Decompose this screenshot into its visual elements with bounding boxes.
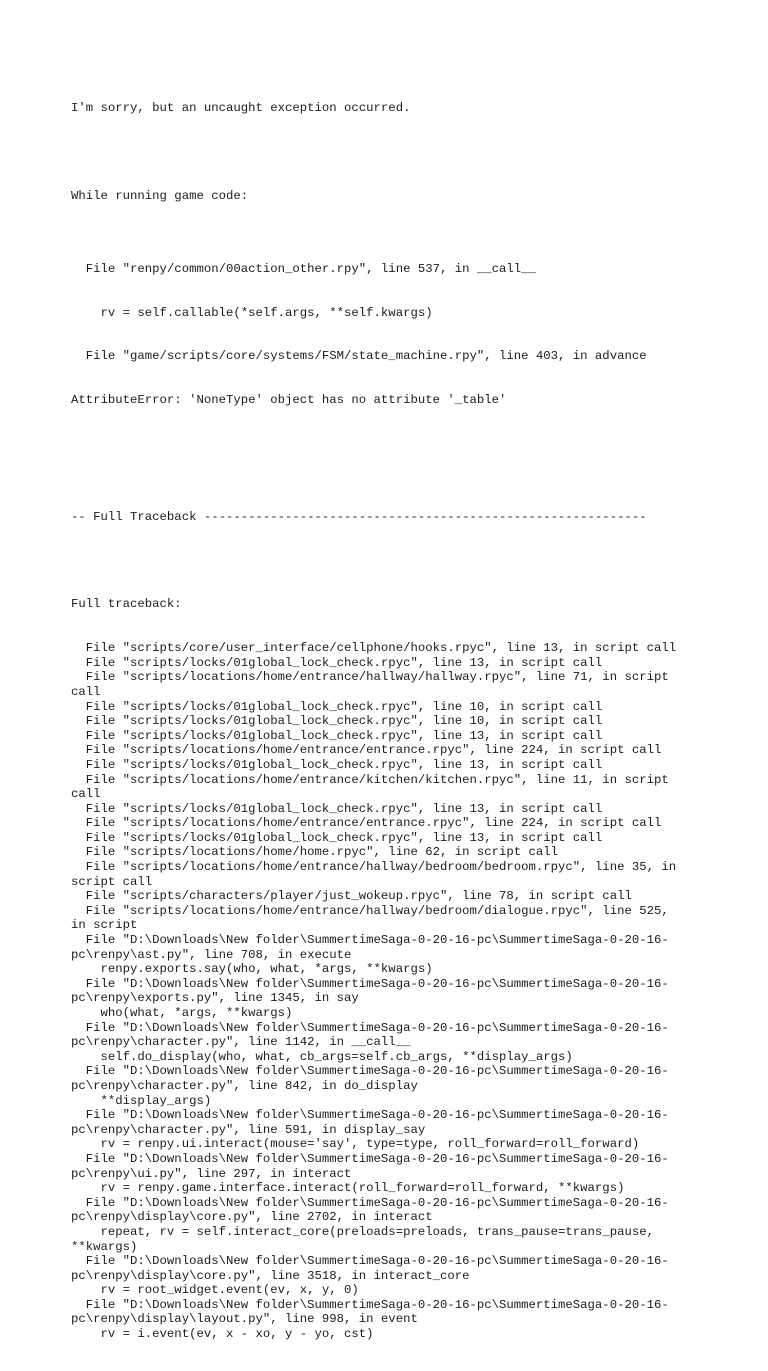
- trace-line: File "scripts/locations/home/entrance/hallway/hallway.rpyc", line 71, in script: [71, 670, 669, 685]
- trace-line: File "scripts/locations/home/entrance/entrance.rpyc", line 224, in script call: [71, 743, 662, 758]
- trace-line: rv = renpy.game.interface.interact(roll_forward=roll_forward, **kwargs): [71, 1181, 625, 1196]
- trace-line: **display_args): [71, 1093, 212, 1108]
- trace-line: File "D:\Downloads\New folder\SummertimeSaga-0-20-16-pc\SummertimeSaga-0-20-16-: [71, 1151, 669, 1166]
- trace-line: File "scripts/locations/home/entrance/kitchen/kitchen.rpyc", line 11, in script: [71, 772, 669, 787]
- trace-line: who(what, *args, **kwargs): [71, 1006, 293, 1020]
- trace-line: rv = root_widget.event(ev, x, y, 0): [71, 1283, 359, 1298]
- trace-line: File "scripts/locks/01global_lock_check.rpyc", line 10, in script call: [71, 714, 603, 729]
- trace-line: pc\renpy\display\layout.py", line 998, in event: [71, 1312, 418, 1327]
- trace-line: File "D:\Downloads\New folder\SummertimeSaga-0-20-16-pc\SummertimeSaga-0-20-16-: [71, 933, 669, 948]
- trace-line: File "scripts/locations/home/entrance/entrance.rpyc", line 224, in script call: [71, 816, 662, 831]
- trace-line: File "scripts/characters/player/just_wokeup.rpyc", line 78, in script call: [71, 889, 632, 904]
- trace-line: rv = self.callable(*self.args, **self.kwargs): [71, 305, 433, 320]
- trace-line: pc\renpy\ui.py", line 297, in interact: [71, 1166, 352, 1181]
- trace-line: call: [71, 684, 101, 699]
- short-traceback: [71, 233, 761, 437]
- trace-line: File "D:\Downloads\New folder\SummertimeSaga-0-20-16-pc\SummertimeSaga-0-20-16-: [71, 1108, 669, 1123]
- trace-line: self.do_display(who, what, cb_args=self.cb_args, **display_args): [71, 1049, 573, 1064]
- trace-line: File "scripts/core/user_interface/cellphone/hooks.rpyc", line 13, in script call: [71, 641, 677, 656]
- trace-line: File "D:\Downloads\New folder\SummertimeSaga-0-20-16-pc\SummertimeSaga-0-20-16-: [71, 1195, 669, 1210]
- trace-line: pc\renpy\character.py", line 591, in display_say: [71, 1122, 426, 1137]
- trace-line: File "renpy/common/00action_other.rpy", line 537, in __call__: [71, 261, 536, 276]
- error-intro: I'm sorry, but an uncaught exception occurred.: [71, 101, 411, 116]
- trace-line: **kwargs): [71, 1239, 138, 1254]
- trace-line: pc\renpy\display\core.py", line 2702, in interact: [71, 1210, 433, 1225]
- trace-line: script call: [71, 874, 153, 889]
- full-traceback-divider: -- Full Traceback ------------------------------------------------------------: [71, 509, 647, 524]
- spacer: [71, 145, 761, 160]
- trace-line: rv = renpy.ui.interact(mouse='say', type=type, roll_forward=roll_forward): [71, 1137, 640, 1152]
- trace-line: File "D:\Downloads\New folder\SummertimeSaga-0-20-16-pc\SummertimeSaga-0-20-16-: [71, 1064, 669, 1079]
- trace-line: pc\renpy\display\core.py", line 3518, in interact_core: [71, 1268, 470, 1283]
- trace-line: pc\renpy\ast.py", line 708, in execute: [71, 947, 352, 962]
- trace-line: File "D:\Downloads\New folder\SummertimeSaga-0-20-16-pc\SummertimeSaga-0-20-16-: [71, 1020, 669, 1035]
- trace-line: File "scripts/locations/home/entrance/hallway/bedroom/bedroom.rpyc", line 35, in: [71, 860, 677, 875]
- trace-line: in script: [71, 918, 138, 933]
- trace-line: File "scripts/locks/01global_lock_check.rpyc", line 13, in script call: [71, 655, 603, 670]
- trace-line: rv = i.event(ev, x - xo, y - yo, cst): [71, 1327, 374, 1342]
- trace-line: repeat, rv = self.interact_core(preloads=preloads, trans_pause=trans_pause,: [71, 1224, 654, 1239]
- trace-line: pc\renpy\character.py", line 842, in do_display: [71, 1078, 418, 1093]
- running-code-header: While running game code:: [71, 188, 249, 203]
- trace-line: File "scripts/locks/01global_lock_check.rpyc", line 13, in script call: [71, 801, 603, 816]
- full-traceback: [71, 641, 761, 1342]
- trace-line: File "scripts/locks/01global_lock_check.rpyc", line 13, in script call: [71, 728, 603, 743]
- error-message: AttributeError: 'NoneType' object has no attribute '_table': [71, 393, 507, 408]
- trace-line: pc\renpy\exports.py", line 1345, in say: [71, 991, 359, 1006]
- trace-line: call: [71, 787, 101, 802]
- trace-line: File "scripts/locations/home/entrance/hallway/bedroom/dialogue.rpyc", line 525,: [71, 903, 669, 918]
- trace-line: File "scripts/locks/01global_lock_check.rpyc", line 13, in script call: [71, 757, 603, 772]
- trace-line: File "scripts/locks/01global_lock_check.rpyc", line 10, in script call: [71, 699, 603, 714]
- trace-line: File "D:\Downloads\New folder\SummertimeSaga-0-20-16-pc\SummertimeSaga-0-20-16-: [71, 1297, 669, 1312]
- trace-line: File "D:\Downloads\New folder\SummertimeSaga-0-20-16-pc\SummertimeSaga-0-20-16-: [71, 1254, 669, 1269]
- trace-line: renpy.exports.say(who, what, *args, **kwargs): [71, 962, 433, 977]
- trace-line: File "scripts/locks/01global_lock_check.rpyc", line 13, in script call: [71, 830, 603, 845]
- trace-line: pc\renpy\character.py", line 1142, in __call__: [71, 1035, 411, 1050]
- trace-line: File "game/scripts/core/systems/FSM/state_machine.rpy", line 403, in advance: [71, 349, 647, 364]
- trace-line: File "scripts/locations/home/home.rpyc", line 62, in script call: [71, 845, 559, 860]
- error-report: [71, 72, 761, 1371]
- trace-line: File "D:\Downloads\New folder\SummertimeSaga-0-20-16-pc\SummertimeSaga-0-20-16-: [71, 976, 669, 991]
- spacer: [71, 554, 761, 569]
- full-traceback-header: Full traceback:: [71, 597, 182, 612]
- spacer: [71, 466, 761, 481]
